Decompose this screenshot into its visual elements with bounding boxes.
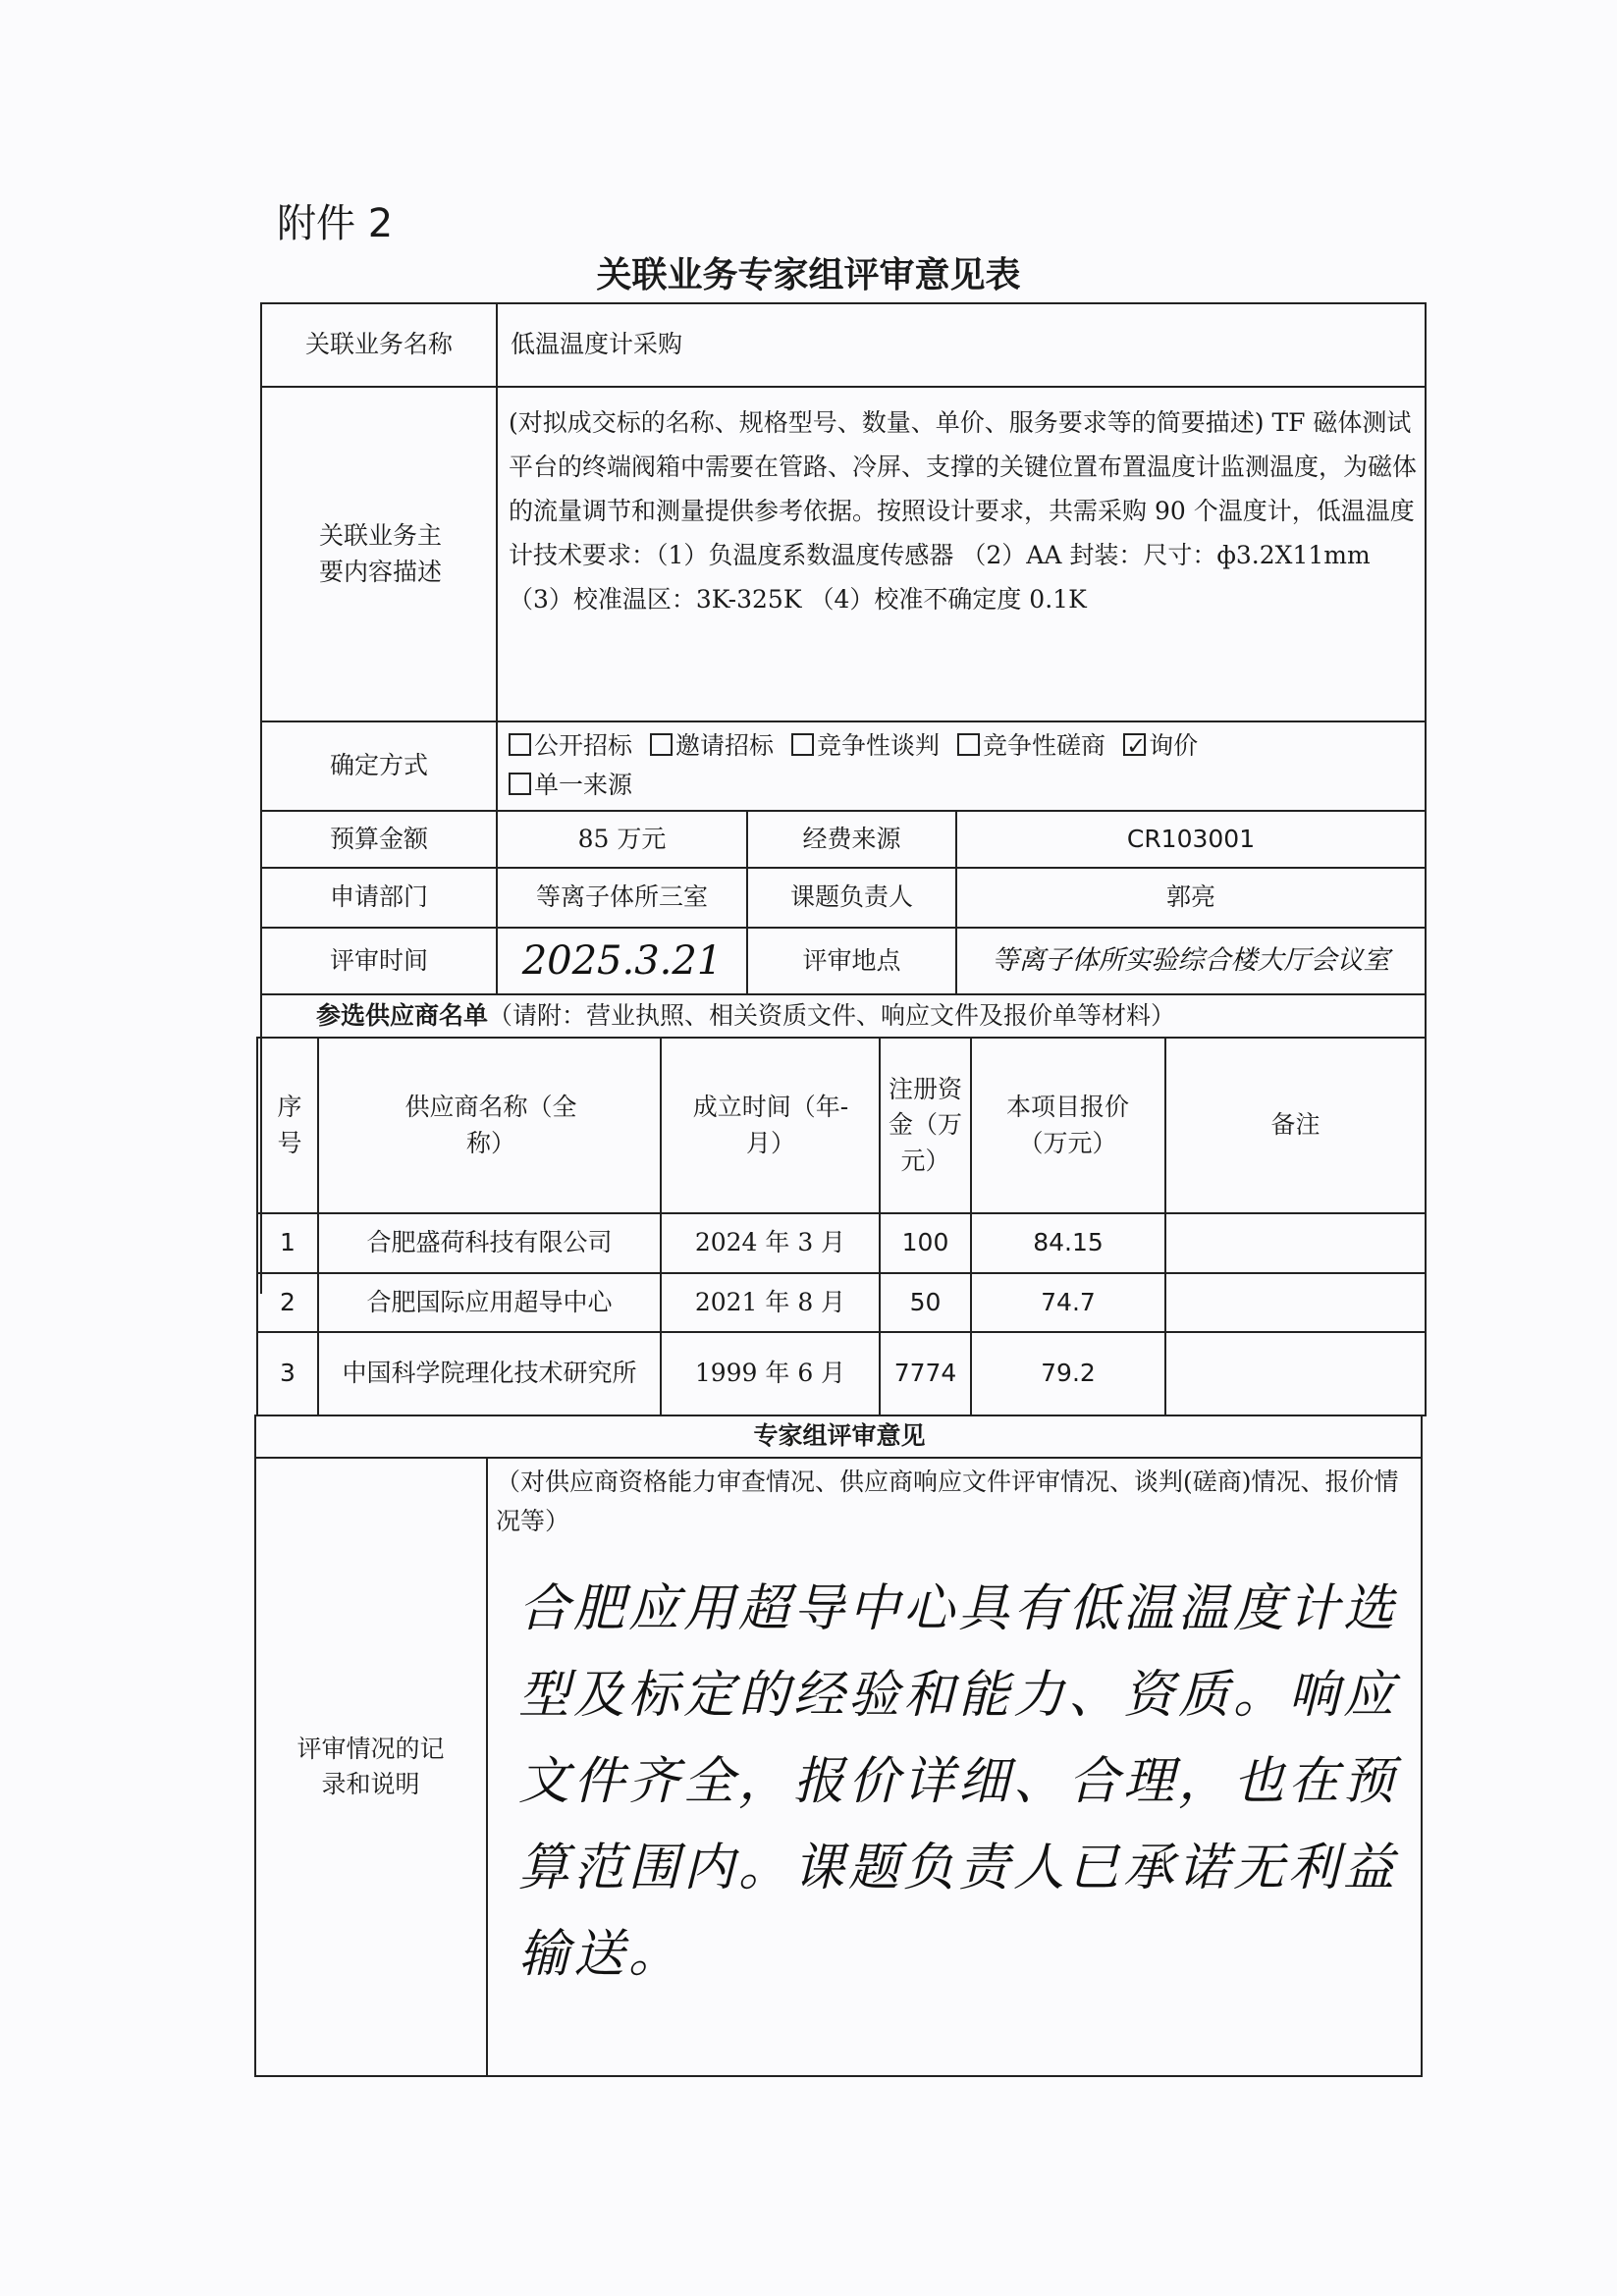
row-quote: 74.7	[1041, 1287, 1096, 1316]
method-option-inquiry[interactable]: ✓ 询价	[1123, 731, 1198, 760]
col-header-founded: 成立时间（年-月）	[692, 1093, 849, 1157]
method-label: 确定方式	[329, 751, 428, 780]
row-capital: 7774	[893, 1359, 957, 1388]
funding-value: CR103001	[1126, 824, 1256, 853]
checkbox-icon	[650, 733, 673, 756]
method-option-negotiation[interactable]: 竞争性谈判	[791, 731, 940, 760]
expert-opinion-label: 评审情况的记录和说明	[296, 1734, 445, 1798]
department-value: 等离子体所三室	[535, 882, 708, 912]
row-name: 中国科学院理化技术研究所	[342, 1359, 637, 1388]
row-capital: 50	[909, 1287, 942, 1316]
checkbox-icon	[791, 733, 814, 756]
handwritten-opinion: 合肥应用超导中心具有低温温度计选型及标定的经验和能力、资质。响应文件齐全，报价详细、合理，也在预算范围内。课题负责人已承诺无利益输送。	[518, 1579, 1399, 1984]
business-name-value: 低温温度计采购	[511, 330, 683, 359]
main-content-description: (对拟成交标的名称、规格型号、数量、单价、服务要求等的简要描述) TF 磁体测试平台的终端阀箱中需要在管路、冷屏、支撑的关键位置布置温度计监测温度，为磁体的流量调节和测量提供参考依据。按照设计要求，共需采购 90 个温度计，低温温度计技术要求：（1）负温度系数温度传感器 （2）AA 封装：尺寸：ф3.2X11mm （3）校准温区：3K-325K （4）校准不确定度 0.1K	[509, 408, 1418, 614]
supplier-list-heading	[316, 997, 1421, 1035]
department-label: 申请部门	[329, 882, 428, 912]
row-seq: 1	[280, 1228, 296, 1257]
attachment-label: 附件 2	[277, 201, 394, 246]
row-name: 合肥盛荷科技有限公司	[366, 1228, 613, 1257]
row-quote: 79.2	[1041, 1359, 1096, 1388]
col-header-remark: 备注	[1270, 1110, 1321, 1140]
method-option-single-source[interactable]: 单一来源	[509, 771, 632, 799]
col-header-seq: 序号	[277, 1093, 302, 1157]
method-option-invite[interactable]: 邀请招标	[650, 731, 774, 760]
row-founded: 2024 年 3 月	[694, 1228, 846, 1257]
row-founded: 2021 年 8 月	[694, 1287, 846, 1316]
method-options	[509, 726, 1417, 805]
row-remark	[1166, 1333, 1425, 1415]
checkbox-icon	[509, 733, 531, 756]
funding-label: 经费来源	[802, 824, 901, 853]
expert-opinion-hint: （对供应商资格能力审查情况、供应商响应文件评审情况、谈判(磋商)情况、报价情况等）	[496, 1468, 1399, 1535]
row-quote: 84.15	[1033, 1228, 1104, 1257]
col-header-name: 供应商名称（全称）	[404, 1093, 577, 1157]
form-title: 关联业务专家组评审意见表	[596, 255, 1021, 295]
supplier-list-title: 参选供应商名单	[316, 1001, 489, 1030]
row-remark	[1166, 1214, 1425, 1272]
checkbox-checked-icon	[1123, 733, 1146, 756]
method-option-consultation[interactable]: 竞争性磋商	[957, 731, 1105, 760]
method-option-open[interactable]: 公开招标	[509, 731, 632, 760]
expert-opinion-title: 专家组评审意见	[753, 1421, 926, 1451]
row-seq: 3	[280, 1359, 296, 1388]
review-time-label: 评审时间	[329, 945, 428, 975]
row-name: 合肥国际应用超导中心	[366, 1287, 613, 1316]
checkbox-icon	[957, 733, 980, 756]
row-seq: 2	[280, 1287, 296, 1316]
col-header-quote: 本项目报价（万元）	[1005, 1093, 1129, 1157]
budget-value: 85 万元	[577, 824, 667, 853]
project-lead-label: 课题负责人	[789, 882, 913, 912]
project-lead-value: 郭亮	[1165, 882, 1215, 912]
main-content-label: 关联业务主要内容描述	[318, 521, 442, 586]
budget-label: 预算金额	[329, 824, 428, 853]
col-header-capital: 注册资金（万元）	[889, 1075, 963, 1175]
review-place-label: 评审地点	[802, 945, 901, 975]
checkbox-icon	[509, 773, 531, 795]
business-name-label: 关联业务名称	[304, 330, 453, 359]
supplier-list-note: （请附：营业执照、相关资质文件、响应文件及报价单等材料）	[488, 1001, 1176, 1030]
review-time-value: 2025.3.21	[521, 938, 723, 984]
row-founded: 1999 年 6 月	[694, 1359, 846, 1388]
row-capital: 100	[901, 1228, 949, 1257]
review-place-value: 等离子体所实验综合楼大厅会议室	[992, 945, 1390, 977]
row-remark	[1166, 1274, 1425, 1331]
